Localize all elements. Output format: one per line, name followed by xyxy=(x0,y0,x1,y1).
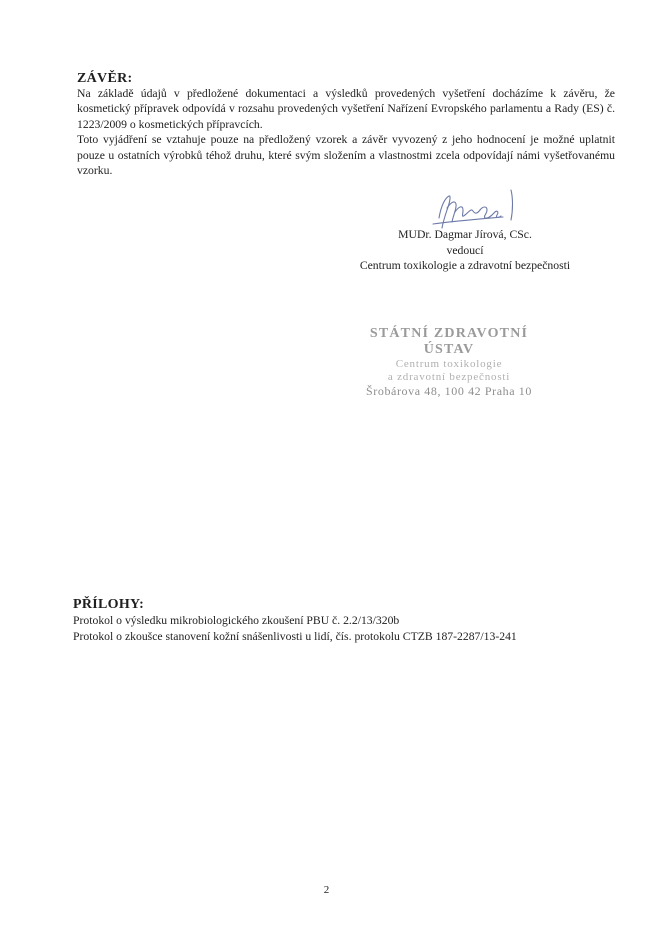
stamp-line: STÁTNÍ ZDRAVOTNÍ ÚSTAV xyxy=(369,326,529,357)
attachment-item: Protokol o výsledku mikrobiologického zkoušení PBU č. 2.2/13/320b xyxy=(73,614,400,627)
conclusion-heading: ZÁVĚR: xyxy=(77,71,133,86)
attachments-heading: PŘÍLOHY: xyxy=(73,597,145,612)
page-number: 2 xyxy=(323,884,330,896)
conclusion-paragraph: Na základě údajů v předložené dokumentaci a výsledků provedených vyšetření docházíme k závěru, že kosmetický přípravek odpovídá v rozsahu provedených vyšetření Nařízení Evropského parlamentu a Rady (ES) č. 1223/2009 o kosmetických přípravcích. xyxy=(77,87,615,131)
conclusion-paragraph: Toto vyjádření se vztahuje pouze na předložený vzorek a závěr vyvozený z jeho hodnocení je možné uplatnit pouze u ostatních výrobků téhož druhu, které svým složením a vlastnostmi zcela odpovídají námi vyšetřovanému vzorku. xyxy=(77,133,615,178)
signer-name: MUDr. Dagmar Jírová, CSc. xyxy=(398,228,532,241)
signer-department: Centrum toxikologie a zdravotní bezpečnosti xyxy=(359,259,571,272)
stamp-line: a zdravotní bezpečnosti xyxy=(387,371,511,383)
signature-block xyxy=(330,227,600,274)
attachment-item: Protokol o zkoušce stanovení kožní snášenlivosti u lidí, čís. protokolu CTZB 187-2287/13-241 xyxy=(73,629,517,643)
signer-role: vedoucí xyxy=(446,243,484,257)
attachments-list xyxy=(73,613,613,644)
stamp-line: Šrobárova 48, 100 42 Praha 10 xyxy=(365,384,533,398)
institution-stamp xyxy=(349,326,549,399)
stamp-line: Centrum toxikologie xyxy=(395,358,503,370)
conclusion-text xyxy=(77,86,615,178)
